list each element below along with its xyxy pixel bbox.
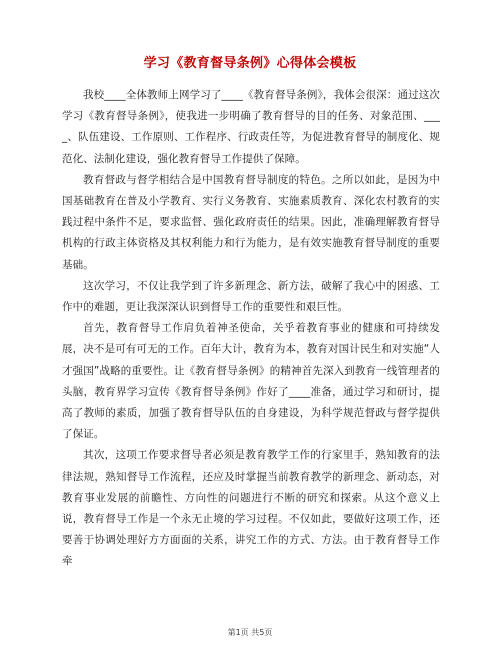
document-title: 学习《教育督导条例》心得体会模板 bbox=[143, 56, 357, 71]
paragraph-5: 其次，这项工作要求督导者必须是教育教学工作的行家里手，熟知教育的法律法规，熟知督导工作流程，还应及时掌握当前教育教学的新理念、新动态，对教育事业发展的前瞻性、方向性的问题进行不断的研究和探索。从这个意义上说，教育督导工作是一个永无止境的学习过程。不仅如此，要做好这项工作，还要善于协调处理好方方面面的关系，讲究工作的方式、方法。由于教育督导工作牵 bbox=[62, 449, 440, 568]
paragraph-4: 首先，教育督导工作肩负着神圣使命，关乎着教育事业的健康和可持续发展，决不是可有可无的工作。百年大计，教育为本，教育对国计民生和对实施“人才强国”战略的重要性。让《教育督导条例》的精神首先深入到教育一线管理者的头脑，教育界学习宣传《教育督导条例》作好了____准备，通过学习和研讨，提高了教师的素质，加强了教育督导队伍的自身建设，为科学规范督政与督学提供了保证。 bbox=[62, 322, 440, 441]
paragraph-1: 我校____全体教师上网学习了____《教育督导条例》，我体会很深：通过这次学习《教育督导条例》，使我进一步明确了教育督导的目的任务、对象范围、____、队伍建设、工作原则、工作程序、行政责任等，为促进教育督导的制度化、规范化、法制化建设，强化教育督导工作提供了保障。 bbox=[62, 89, 440, 165]
page-number-footer: 第1页 共5页 bbox=[227, 628, 273, 637]
paragraph-2: 教育督政与督学相结合是中国教育督导制度的特色。之所以如此，是因为中国基础教育在普及小学教育、实行义务教育、实施素质教育、深化农村教育的实践过程中条件不足，要求监督、强化政府责任的结果。因此，准确理解教育督导机构的行政主体资格及其权利能力和行为能力，是有效实施教育督导制度的重要基础。 bbox=[62, 173, 440, 271]
document-body bbox=[62, 85, 440, 573]
paragraph-3: 这次学习，不仅让我学到了许多新理念、新方法，破解了我心中的困惑、工作中的难题，更让我深深认识到督导工作的重要性和艰巨性。 bbox=[62, 279, 440, 314]
